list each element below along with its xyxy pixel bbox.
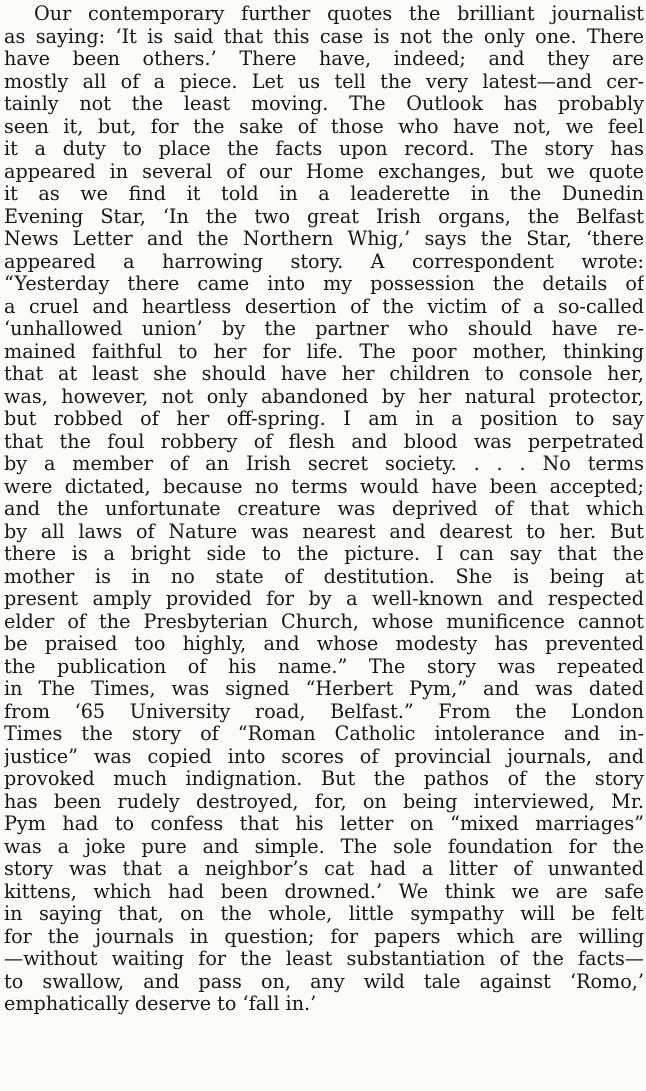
text-line: that at least she should have her children to console her, [4,363,644,385]
text-line: Times the story of “Roman Catholic intolerance and in- [4,723,644,745]
text-line: seen it, but, for the sake of those who have not, we feel [4,115,644,138]
text-line: appeared in several of our Home exchanges, but we quote [4,160,644,183]
text-line: but robbed of her off-spring. I am in a position to say [4,408,644,430]
text-line: mained faithful to her for life. The poor mother, thinking [4,340,644,363]
text-line: it a duty to place the facts upon record. The story has [4,138,644,160]
text-line: in The Times, was signed “Herbert Pym,” and was dated [4,678,644,700]
text-line: mother is in no state of destitution. She is being at [4,565,644,588]
text-line: Pym had to confess that his letter on “mixed marriages” [4,813,644,835]
text-line: that the foul robbery of flesh and blood was perpetrated [4,430,644,453]
text-line: by all laws of Nature was nearest and dearest to her. But [4,520,644,543]
text-line: have been others.’ There have, indeed; and they are [4,48,644,70]
text-line: and the unfortunate creature was deprived of that which [4,498,644,520]
text-line: elder of the Presbyterian Church, whose munificence cannot [4,610,644,633]
text-line: the publication of his name.” The story was repeated [4,655,644,678]
text-line: was, however, not only abandoned by her natural protector, [4,385,644,408]
text-line: present amply provided for by a well-known and respected [4,588,644,610]
text-line: “Yesterday there came into my possession the details of [4,273,644,295]
text-line: from ‘65 University road, Belfast.” From the London [4,700,644,723]
text-line: tainly not the least moving. The Outlook has probably [4,93,644,115]
text-line: —without waiting for the least substantiation of the facts— [4,948,644,970]
text-line: as saying: ‘It is said that this case is not the only one. There [4,25,644,48]
text-line: be praised too highly, and whose modesty has prevented [4,633,644,655]
text-line: was a joke pure and simple. The sole foundation for the [4,835,644,858]
text-line: provoked much indignation. But the pathos of the story [4,768,644,790]
text-line: has been rudely destroyed, for, on being interviewed, Mr. [4,790,644,813]
text-line: to swallow, and pass on, any wild tale against ‘Romo,’ [4,970,644,993]
text-line: story was that a neighbor’s cat had a litter of unwanted [4,858,644,880]
text-line: News Letter and the Northern Whig,’ says the Star, ‘there [4,228,644,250]
text-line: kittens, which had been drowned.’ We think we are safe [4,880,644,903]
text-line: Evening Star, ‘In the two great Irish organs, the Belfast [4,205,644,228]
text-line: emphatically deserve to ‘fall in.’ [4,993,317,1015]
text-line: justice” was copied into scores of provincial journals, and [4,745,644,768]
text-line: it as we find it told in a leaderette in the Dunedin [4,183,644,205]
text-line: a cruel and heartless desertion of the victim of a so-called [4,295,644,318]
article-body [4,3,644,1016]
text-line: Our contemporary further quotes the brilliant journalist [34,3,644,25]
text-line: there is a bright side to the picture. I can say that the [4,543,644,565]
text-line: for the journals in question; for papers which are willing [4,925,644,948]
text-line: appeared a harrowing story. A correspondent wrote: [4,250,644,273]
text-line: by a member of an Irish secret society. . . . No terms [4,453,644,475]
text-line: mostly all of a piece. Let us tell the very latest—and cer- [4,70,644,93]
text-line: ‘unhallowed union’ by the partner who should have re- [4,318,644,340]
text-line: were dictated, because no terms would have been accepted; [4,475,644,498]
text-line: in saying that, on the whole, little sympathy will be felt [4,903,644,925]
